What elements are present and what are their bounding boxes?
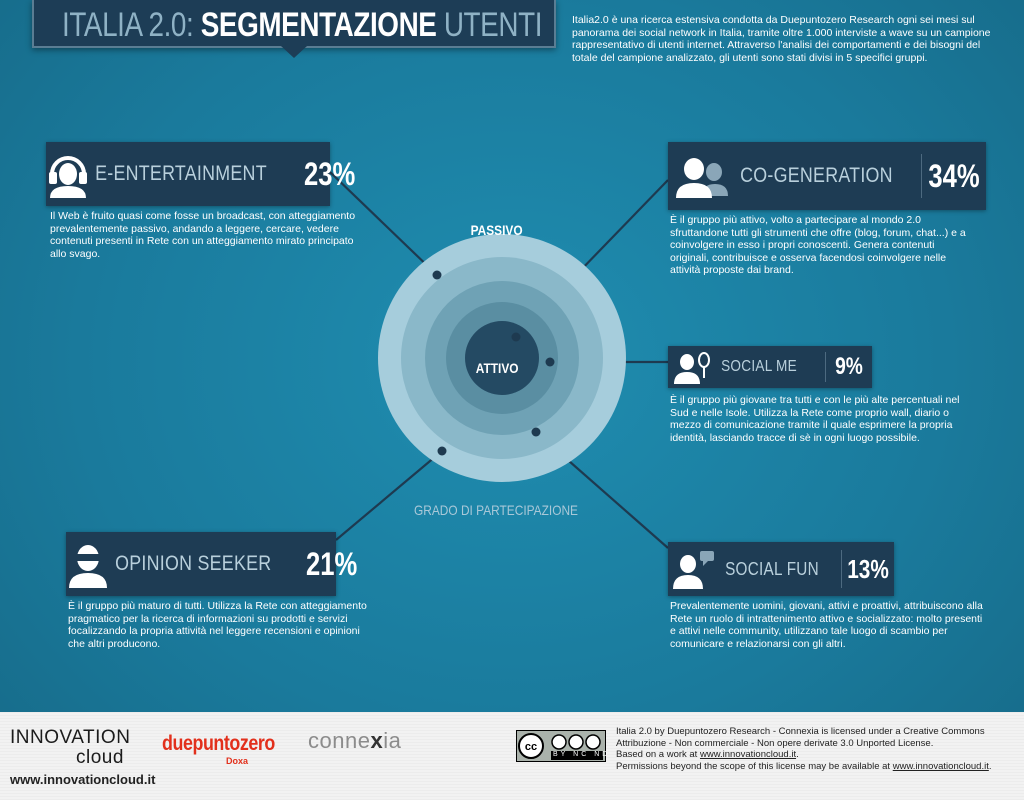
divider (825, 352, 826, 382)
cc-terms: BY NC ND (553, 751, 611, 758)
segment-percent: 9% (835, 353, 863, 380)
by-icon (552, 735, 566, 749)
dot-cogeneration (512, 333, 521, 342)
dot-socialfun (532, 428, 541, 437)
ring-core (465, 321, 539, 395)
permissions-link[interactable]: www.innovationcloud.it (892, 760, 989, 772)
segment-name: OPINION SEEKER (115, 552, 272, 575)
doxa-logo: Doxa (226, 756, 249, 766)
footer (0, 712, 1024, 800)
innovationcloud-logo: INNOVATION cloud (10, 727, 131, 768)
segment-name: SOCIAL ME (721, 358, 797, 375)
passivo-label: PASSIVO (470, 222, 523, 238)
innovationcloud-url[interactable]: www.innovationcloud.it (10, 772, 156, 787)
creative-commons-badge[interactable] (516, 730, 611, 762)
license-link[interactable]: www.innovationcloud.it (699, 749, 797, 760)
segment-card-socialme (668, 346, 872, 388)
segment-desc-socialme: È il gruppo più giovane tra tutti e con le più alte percentuali nel Sud e nelle Isole. Utilizza la Rete come proprio wall, diario o mezzo di comunicazione tramite il quale esprimere la propria identità, lasciando tracce di sè in ogni luogo possibile. (670, 394, 960, 444)
page-title: ITALIA 2.0: SEGMENTAZIONE UTENTI (62, 6, 543, 44)
divider (841, 550, 842, 588)
segment-card-socialfun (668, 542, 894, 596)
nc-icon (569, 735, 583, 749)
user-mirror-icon (668, 346, 716, 388)
concentric-rings (378, 234, 626, 482)
dot-entertainment (433, 271, 442, 280)
glasses-user-icon (66, 532, 110, 596)
dot-socialme (546, 358, 555, 367)
segment-card-cogeneration (668, 142, 986, 210)
segment-card-opinion (66, 532, 358, 596)
segment-percent: 13% (847, 553, 889, 584)
segment-percent: 21% (305, 545, 358, 582)
segment-desc-cogeneration: È il gruppo più attivo, volto a partecipare al mondo 2.0 sfruttandone tutti gli strumenti che offre (blog, forum, chat...) e a coinvolgere in esso i propri conoscenti. Genera contenuti originali, contribuisce e osserva facendosi coinvolgere nelle attività proposte dai brand. (670, 214, 966, 276)
nd-icon (586, 735, 600, 749)
intro-text: Italia2.0 è una ricerca estensiva condotta da Duepuntozero Research ogni sei mesi sul panorama dei social network in Italia, tramite oltre 1.000 interviste a wave su un campione rappresentativo di utenti internet. Attraverso l'analisi dei comportamenti e dei bisogni del totale del campione analizzato, gli utenti sono stati divisi in 5 specifici gruppi. (572, 14, 991, 64)
segment-desc-opinion: È il gruppo più maturo di tutti. Utilizza la Rete con atteggiamento pragmatico per la ricerca di informazioni su prodotti e servizi focalizzando la propria attività nel leggere recensioni e opinioni che altri producono. (68, 600, 367, 650)
segment-name: E-ENTERTAINMENT (95, 162, 267, 185)
segment-percent: 34% (928, 157, 980, 194)
connexia-logo: connexia (308, 728, 402, 753)
axis-label: GRADO DI PARTECIPAZIONE (414, 502, 578, 518)
segment-desc-entertainment: Il Web è fruito quasi come fosse un broadcast, con atteggiamento prevalentemente passivo, andando a leggere, cercare, vedere contenuti presenti in Rete con un atteggiamento mirato principato allo svago. (50, 210, 356, 260)
user-chat-icon (668, 542, 720, 596)
license-text: Italia 2.0 by Duepuntozero Research - Connexia is licensed under a Creative Commons Attribuzione - Non commerciale - Non opere derivate 3.0 Unported License. Based on a work at www.innovationcloud.it. Permissions beyond the scope of this license may be available at www.innovationcloud.it. (616, 726, 992, 772)
divider (921, 154, 922, 198)
users-group-icon (668, 144, 735, 208)
connector-opinion (336, 451, 442, 540)
segment-card-entertainment (46, 142, 356, 206)
segment-name: SOCIAL FUN (725, 558, 819, 579)
attivo-label: ATTIVO (475, 360, 519, 376)
duepuntozero-logo: duepuntozero (162, 732, 275, 755)
dot-opinion (438, 447, 447, 456)
headphones-user-icon (46, 142, 90, 206)
svg-text:cc: cc (524, 741, 538, 753)
segment-percent: 23% (304, 155, 356, 192)
segment-name: CO-GENERATION (740, 164, 894, 187)
segment-desc-socialfun: Prevalentemente uomini, giovani, attivi e proattivi, attribuiscono alla Rete un ruolo di intrattenimento attivo e socializzato: molto presenti e attivi nelle community, utilizzano tale luogo di scambio per comunicare e relazionarsi con gli altri. (670, 600, 983, 650)
